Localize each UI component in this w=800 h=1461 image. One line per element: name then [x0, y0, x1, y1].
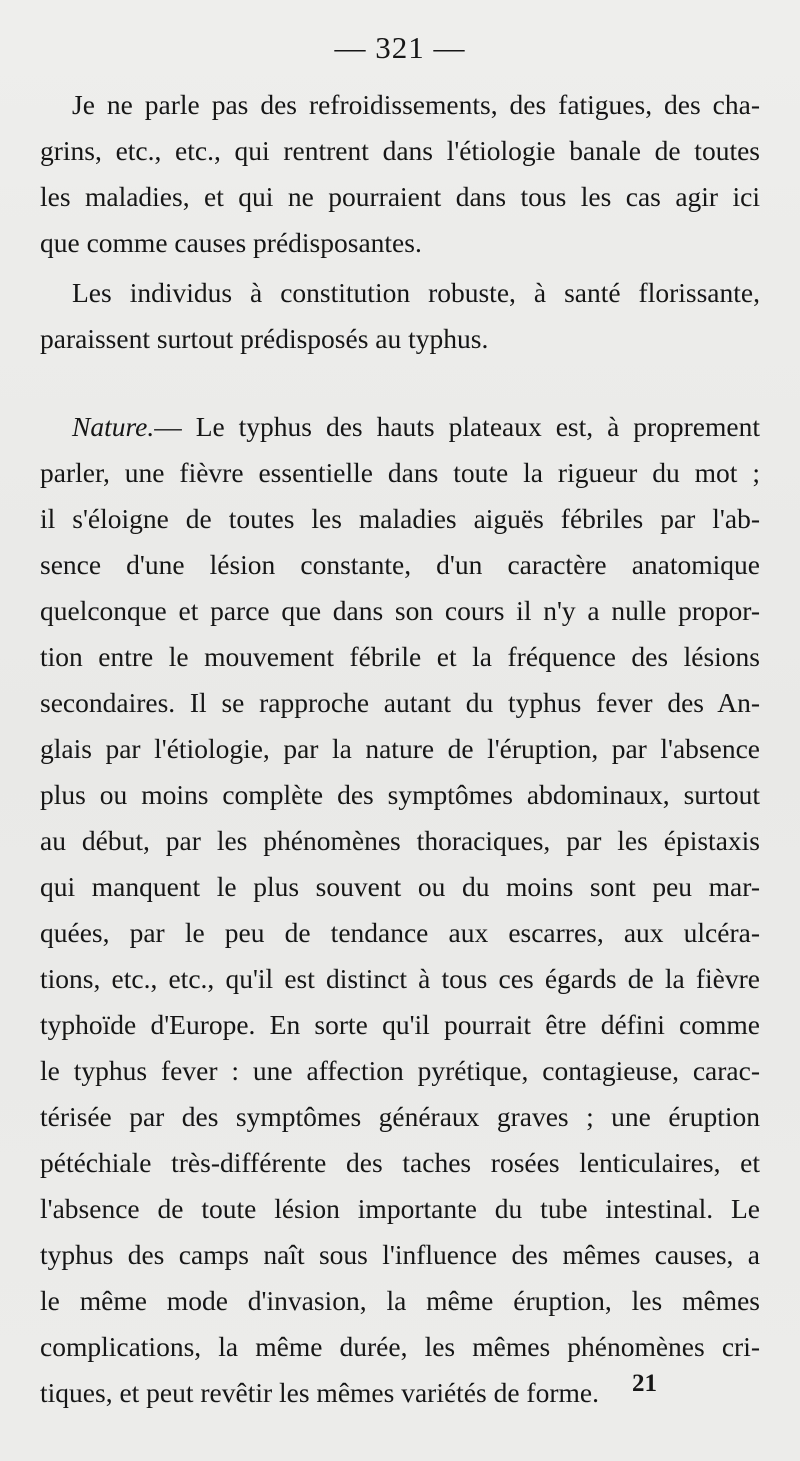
- text-line: qui manquent le plus souvent ou du moins sont peu mar-: [40, 871, 760, 902]
- text-line: au début, par les phénomènes thoraciques, par les épistaxis: [40, 825, 760, 856]
- text-line: le typhus fever : une affection pyrétique, contagieuse, carac-: [40, 1055, 760, 1086]
- text-line: le même mode d'invasion, la même éruption, les mêmes: [40, 1285, 760, 1316]
- text-line: l'absence de toute lésion importante du tube intestinal. Le: [40, 1193, 760, 1224]
- text-line: térisée par des symptômes généraux graves ; une éruption: [40, 1101, 760, 1132]
- text-line: tion entre le mouvement fébrile et la fréquence des lésions: [40, 641, 760, 672]
- text-line: tions, etc., etc., qu'il est distinct à tous ces égards de la fièvre: [40, 963, 760, 994]
- page-number-header: — 321 —: [334, 30, 466, 65]
- text-line: complications, la même durée, les mêmes phénomènes cri-: [40, 1331, 760, 1362]
- text-line: quelconque et parce que dans son cours il n'y a nulle propor-: [40, 595, 760, 626]
- text-line: typhoïde d'Europe. En sorte qu'il pourrait être défini comme: [40, 1009, 760, 1040]
- text-line: Je ne parle pas des refroidissements, des fatigues, des cha-: [72, 89, 760, 120]
- text-line: tiques, et peut revêtir les mêmes variétés de forme.: [40, 1377, 599, 1408]
- text-line: pétéchiale très-différente des taches rosées lenticulaires, et: [40, 1147, 760, 1178]
- text-line: quées, par le peu de tendance aux escarres, aux ulcéra-: [40, 917, 760, 948]
- text-line: [40, 410, 760, 444]
- text-line: secondaires. Il se rapproche autant du typhus fever des An-: [40, 687, 760, 718]
- text-line: plus ou moins complète des symptômes abdominaux, surtout: [40, 779, 760, 810]
- text-line: sence d'une lésion constante, d'un caractère anatomique: [40, 549, 760, 580]
- signature-mark: 21: [632, 1370, 657, 1397]
- text-line: Les individus à constitution robuste, à santé florissante,: [72, 277, 760, 308]
- text-line: les maladies, et qui ne pourraient dans tous les cas agir ici: [40, 181, 760, 212]
- section-lead-nature: Nature.: [72, 411, 155, 442]
- text-line: paraissent surtout prédisposés au typhus.: [40, 323, 489, 354]
- text-line: grins, etc., etc., qui rentrent dans l'étiologie banale de toutes: [40, 135, 760, 166]
- text-line: typhus des camps naît sous l'influence des mêmes causes, a: [40, 1239, 760, 1270]
- text-line: il s'éloigne de toutes les maladies aiguës fébriles par l'ab-: [40, 503, 760, 534]
- text-line: que comme causes prédisposantes.: [40, 227, 422, 258]
- text-line: parler, une fièvre essentielle dans toute la rigueur du mot ;: [40, 457, 760, 488]
- text-line-rest: — Le typhus des hauts plateaux est, à proprement: [154, 411, 760, 442]
- text-line: glais par l'étiologie, par la nature de l'éruption, par l'absence: [40, 733, 760, 764]
